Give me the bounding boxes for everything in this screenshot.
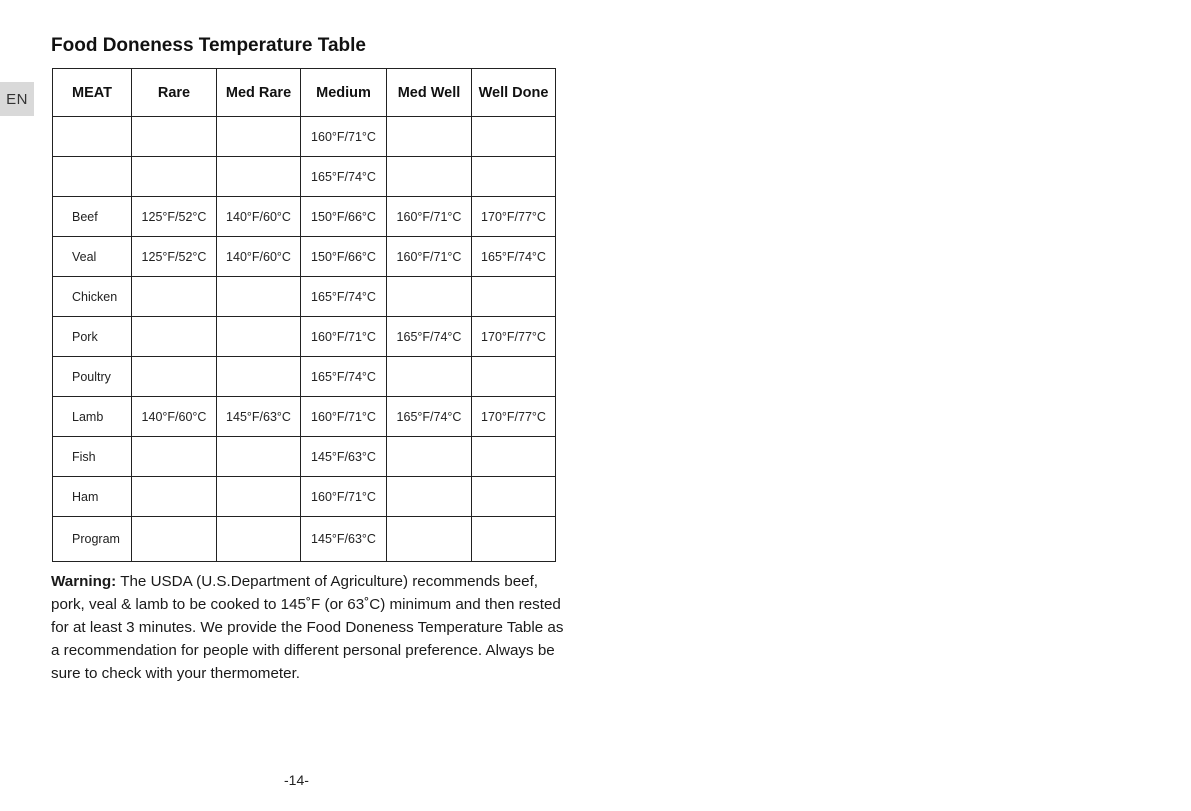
temperature-cell: 160°F/71°C (387, 237, 472, 277)
header-medium: Medium (301, 69, 387, 117)
temperature-cell (387, 357, 472, 397)
temperature-cell: 160°F/71°C (301, 117, 387, 157)
meat-name-cell: Fish (53, 437, 132, 477)
table-row (53, 117, 556, 157)
temperature-cell (472, 477, 556, 517)
temperature-cell: 145°F/63°C (301, 437, 387, 477)
warning-text: The USDA (U.S.Department of Agriculture) recommends beef, pork, veal & lamb to be cooked to 145˚F (or 63˚C) minimum and then rested for at least 3 minutes. We provide the Food Doneness Temperature Table as a recommendation for people with different personal preference. Always be sure to check with your thermometer. (51, 573, 564, 682)
header-meat: MEAT (53, 69, 132, 117)
temperature-cell: 165°F/74°C (301, 277, 387, 317)
header-rare: Rare (132, 69, 217, 117)
temperature-cell: 140°F/60°C (132, 397, 217, 437)
temperature-cell (387, 517, 472, 562)
temperature-cell: 170°F/77°C (472, 197, 556, 237)
temperature-cell (387, 437, 472, 477)
temperature-cell (132, 357, 217, 397)
temperature-cell: 160°F/71°C (301, 397, 387, 437)
table-row (53, 237, 556, 277)
temperature-cell (132, 517, 217, 562)
temperature-cell: 145°F/63°C (301, 517, 387, 562)
temperature-cell (132, 117, 217, 157)
temperature-cell: 165°F/74°C (301, 157, 387, 197)
temperature-cell: 160°F/71°C (387, 197, 472, 237)
temperature-cell (472, 157, 556, 197)
table-body (53, 117, 556, 562)
temperature-cell (472, 357, 556, 397)
table-row (53, 197, 556, 237)
meat-name-cell: Veal (53, 237, 132, 277)
temperature-cell (132, 277, 217, 317)
table-row (53, 277, 556, 317)
temperature-cell (217, 517, 301, 562)
temperature-cell (472, 277, 556, 317)
temperature-cell (387, 157, 472, 197)
meat-name-cell: Chicken (53, 277, 132, 317)
temperature-cell (217, 357, 301, 397)
temperature-cell (132, 477, 217, 517)
temperature-cell: 165°F/74°C (301, 357, 387, 397)
table-row (53, 437, 556, 477)
language-tab-en: EN (0, 82, 34, 116)
temperature-cell: 150°F/66°C (301, 197, 387, 237)
temperature-cell (387, 477, 472, 517)
temperature-cell (132, 317, 217, 357)
table-row (53, 157, 556, 197)
table-row (53, 357, 556, 397)
meat-name-cell: Ham (53, 477, 132, 517)
doneness-table (52, 68, 556, 562)
temperature-cell (387, 117, 472, 157)
table-row (53, 477, 556, 517)
temperature-cell: 170°F/77°C (472, 317, 556, 357)
meat-name-cell: Poultry (53, 357, 132, 397)
meat-name-cell (53, 157, 132, 197)
temperature-cell: 165°F/74°C (387, 317, 472, 357)
meat-name-cell: Lamb (53, 397, 132, 437)
table-row (53, 517, 556, 562)
temperature-cell: 150°F/66°C (301, 237, 387, 277)
temperature-cell (472, 117, 556, 157)
temperature-cell (132, 437, 217, 477)
temperature-cell (217, 157, 301, 197)
table-row (53, 397, 556, 437)
temperature-cell: 165°F/74°C (472, 237, 556, 277)
temperature-cell: 140°F/60°C (217, 237, 301, 277)
header-med-well: Med Well (387, 69, 472, 117)
temperature-cell (387, 277, 472, 317)
temperature-cell: 125°F/52°C (132, 197, 217, 237)
meat-name-cell: Program (53, 517, 132, 562)
page-title: Food Doneness Temperature Table (51, 35, 366, 56)
table-row (53, 317, 556, 357)
temperature-cell (217, 477, 301, 517)
meat-name-cell: Beef (53, 197, 132, 237)
temperature-cell (217, 437, 301, 477)
temperature-cell (217, 117, 301, 157)
temperature-cell: 140°F/60°C (217, 197, 301, 237)
temperature-cell (217, 277, 301, 317)
temperature-cell: 160°F/71°C (301, 317, 387, 357)
temperature-cell (472, 517, 556, 562)
header-well-done: Well Done (472, 69, 556, 117)
temperature-cell (217, 317, 301, 357)
warning-label: Warning: (51, 573, 117, 590)
temperature-cell: 170°F/77°C (472, 397, 556, 437)
header-row (53, 69, 556, 117)
warning-note (51, 570, 566, 685)
temperature-cell (132, 157, 217, 197)
temperature-cell: 160°F/71°C (301, 477, 387, 517)
temperature-cell: 125°F/52°C (132, 237, 217, 277)
page-number: -14- (284, 772, 309, 788)
temperature-cell: 165°F/74°C (387, 397, 472, 437)
header-med-rare: Med Rare (217, 69, 301, 117)
meat-name-cell (53, 117, 132, 157)
temperature-cell (472, 437, 556, 477)
temperature-cell: 145°F/63°C (217, 397, 301, 437)
meat-name-cell: Pork (53, 317, 132, 357)
